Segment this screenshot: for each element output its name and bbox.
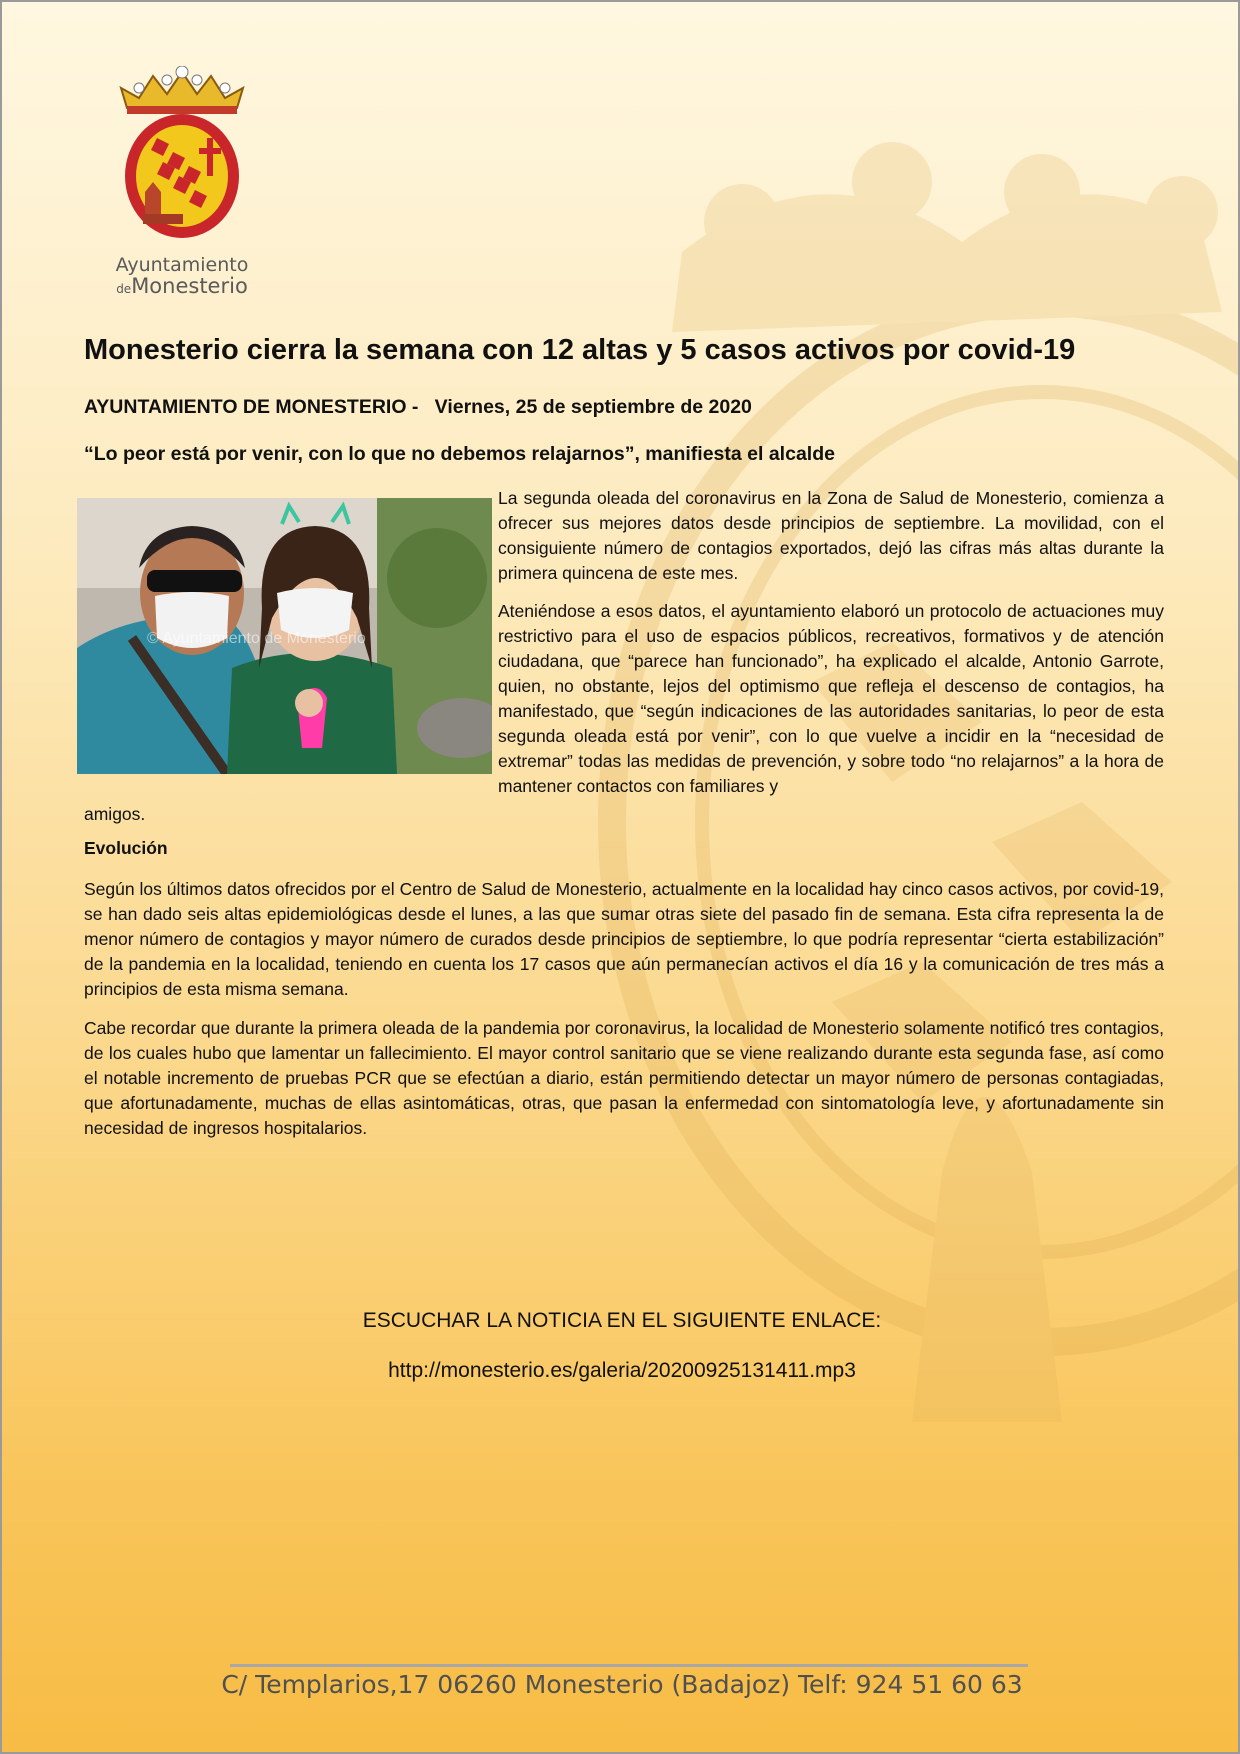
section-subheading: Evolución — [84, 838, 168, 858]
listen-label: ESCUCHAR LA NOTICIA EN EL SIGUIENTE ENLACE: — [362, 1309, 882, 1332]
footer-address: C/ Templarios,17 06260 Monesterio (Badajoz) Telf: 924 51 60 63 — [221, 1670, 1023, 1699]
audio-link[interactable]: http://monesterio.es/galeria/20200925131411.mp3 — [388, 1359, 856, 1382]
logo-line-2 — [107, 274, 257, 298]
article-pull-quote: “Lo peor está por venir, con lo que no debemos relajarnos”, manifiesta el alcalde — [84, 443, 835, 465]
article-paragraph-4: Cabe recordar que durante la primera oleada de la pandemia por coronavirus, la localidad de Monesterio solamente notificó tres contagios, de los cuales hubo que lamentar un fallecimiento. El mayor control sanitario que se viene realizando durante esta segunda fase, así como el notable incremento de pruebas PCR que se efectúan a diario, están permitiendo detectar un mayor número de personas contagiadas, que afortunadamente, muchas de ellas asintomáticas, otras, que pasan la enfermedad con sintomatología leve, y afortunadamente sin necesidad de ingresos hospitalarios. — [84, 1018, 1164, 1138]
municipal-logo — [107, 66, 257, 306]
article-paragraph-2-end: amigos. — [84, 804, 146, 824]
coat-of-arms-icon — [107, 66, 257, 256]
logo-line-2-prefix: de — [116, 282, 132, 296]
logo-line-1: Ayuntamiento — [115, 254, 249, 276]
photo-watermark: © Ayuntamiento de Monesterio — [147, 630, 366, 647]
article-paragraph-3: Según los últimos datos ofrecidos por el Centro de Salud de Monesterio, actualmente en la localidad hay cinco casos activos, por covid-19, se han dado seis altas epidemiológicas desde el lunes, a las que sumar otras siete del pasado fin de semana. Esta cifra representa la de menor número de contagios y mayor número de curados desde principios de septiembre, lo que podría representar “cierta estabilización” de la pandemia en la localidad, teniendo en cuenta los 17 casos que aún permanecían activos el día 16 y la comunicación de tres más a principios de esta misma semana. — [84, 879, 1164, 999]
footer-divider — [230, 1664, 1028, 1667]
masked-people-photo — [77, 498, 492, 774]
article-headline: Monesterio cierra la semana con 12 altas y 5 casos activos por covid-19 — [84, 334, 1076, 366]
article-paragraph-1: La segunda oleada del coronavirus en la Zona de Salud de Monesterio, comienza a ofrecer sus mejores datos desde principios de septiembre. La movilidad, con el consiguiente número de contagios exportados, dejó las cifras más altas durante la primera quincena de este mes. — [498, 488, 1164, 583]
logo-line-2-name: Monesterio — [131, 274, 248, 298]
article-paragraph-2: Ateniéndose a esos datos, el ayuntamiento elaboró un protocolo de actuaciones muy restrictivo para el uso de espacios públicos, recreativos, formativos y de atención ciudadana, que “parece han funcionado”, ha explicado el alcalde, Antonio Garrote, quien, no obstante, lejos del optimismo que refleja el descenso de contagios, ha manifestado, que “según indicaciones de las autoridades sanitarias, lo peor de esta segunda oleada está por venir”, con lo que vuelve a incidir en la “necesidad de extremar” todas las medidas de prevención, y sobre todo “no relajarnos” a la hora de mantener contactos con familiares y — [498, 601, 1164, 796]
article-byline: AYUNTAMIENTO DE MONESTERIO - Viernes, 25 de septiembre de 2020 — [84, 396, 752, 418]
article-photo — [77, 498, 492, 774]
logo-wordmark — [107, 254, 257, 298]
